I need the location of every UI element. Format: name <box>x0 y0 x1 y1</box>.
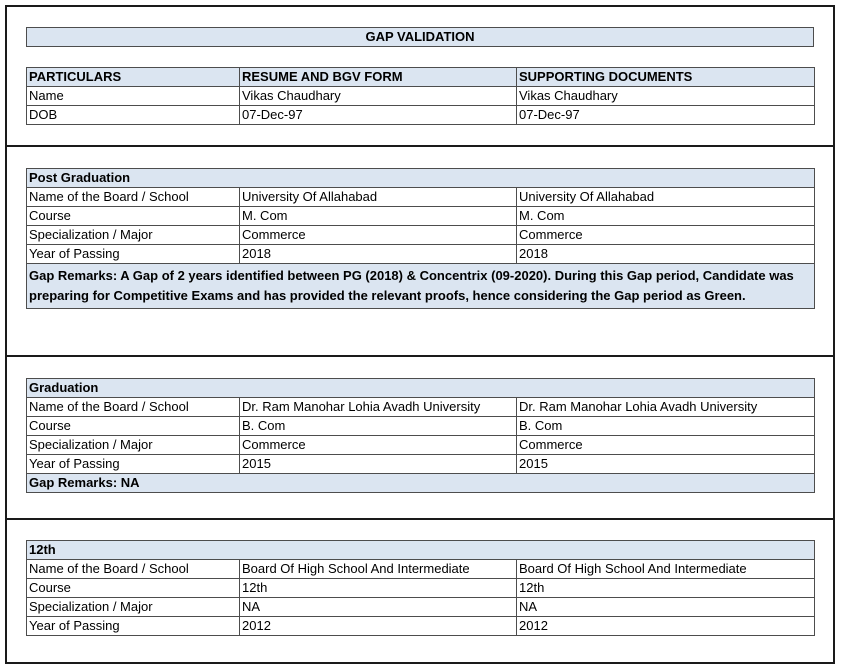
row-label: Name <box>27 87 240 106</box>
row-docs-value: 2015 <box>517 455 815 474</box>
row-resume-value: University Of Allahabad <box>240 188 517 207</box>
row-docs-value: 12th <box>517 579 815 598</box>
row-resume-value: Commerce <box>240 436 517 455</box>
row-resume-value: 12th <box>240 579 517 598</box>
table-row <box>27 226 815 245</box>
section-heading-row <box>27 169 815 188</box>
row-label: Name of the Board / School <box>27 188 240 207</box>
row-resume-value: 2015 <box>240 455 517 474</box>
row-label: Name of the Board / School <box>27 398 240 417</box>
remarks-row <box>27 474 815 493</box>
table-row <box>27 207 815 226</box>
row-resume-value: Board Of High School And Intermediate <box>240 560 517 579</box>
table-row <box>27 188 815 207</box>
row-resume-value: M. Com <box>240 207 517 226</box>
row-resume-value: 07-Dec-97 <box>240 106 517 125</box>
header-particulars: PARTICULARS <box>27 68 240 87</box>
twelfth-table <box>26 540 815 636</box>
row-label: Course <box>27 579 240 598</box>
row-resume-value: NA <box>240 598 517 617</box>
section-heading-row <box>27 541 815 560</box>
row-docs-value: Board Of High School And Intermediate <box>517 560 815 579</box>
row-resume-value: Commerce <box>240 226 517 245</box>
table-row <box>27 398 815 417</box>
row-docs-value: 07-Dec-97 <box>517 106 815 125</box>
page-title: GAP VALIDATION <box>26 27 814 47</box>
table-row <box>27 245 815 264</box>
row-resume-value: Vikas Chaudhary <box>240 87 517 106</box>
row-label: Year of Passing <box>27 455 240 474</box>
row-resume-value: Dr. Ram Manohar Lohia Avadh University <box>240 398 517 417</box>
row-resume-value: B. Com <box>240 417 517 436</box>
table-row <box>27 598 815 617</box>
graduation-table <box>26 378 815 493</box>
header-supporting-docs: SUPPORTING DOCUMENTS <box>517 68 815 87</box>
table-row <box>27 417 815 436</box>
table-row <box>27 436 815 455</box>
table-header-row <box>27 68 815 87</box>
row-docs-value: University Of Allahabad <box>517 188 815 207</box>
section-heading: Graduation <box>27 379 815 398</box>
row-resume-value: 2012 <box>240 617 517 636</box>
row-docs-value: Vikas Chaudhary <box>517 87 815 106</box>
section-heading-row <box>27 379 815 398</box>
row-docs-value: Commerce <box>517 226 815 245</box>
gap-remarks: Gap Remarks: A Gap of 2 years identified between PG (2018) & Concentrix (09-2020). During this Gap period, Candidate was preparing for Competitive Exams and has provided the relevant proofs, hence considering the Gap period as Green. <box>27 264 815 309</box>
row-label: Course <box>27 417 240 436</box>
row-label: Specialization / Major <box>27 226 240 245</box>
row-docs-value: 2018 <box>517 245 815 264</box>
gap-remarks: Gap Remarks: NA <box>27 474 815 493</box>
row-label: Course <box>27 207 240 226</box>
row-docs-value: 2012 <box>517 617 815 636</box>
row-label: Name of the Board / School <box>27 560 240 579</box>
post-graduation-table <box>26 168 815 309</box>
row-docs-value: B. Com <box>517 417 815 436</box>
section-heading: 12th <box>27 541 815 560</box>
remarks-row <box>27 264 815 309</box>
table-row <box>27 455 815 474</box>
row-resume-value: 2018 <box>240 245 517 264</box>
table-row <box>27 560 815 579</box>
personal-table <box>26 67 815 125</box>
table-row <box>27 106 815 125</box>
row-label: Year of Passing <box>27 617 240 636</box>
header-resume-bgv: RESUME AND BGV FORM <box>240 68 517 87</box>
table-row <box>27 579 815 598</box>
table-row <box>27 617 815 636</box>
row-docs-value: M. Com <box>517 207 815 226</box>
row-docs-value: NA <box>517 598 815 617</box>
table-row <box>27 87 815 106</box>
section-heading: Post Graduation <box>27 169 815 188</box>
row-label: Year of Passing <box>27 245 240 264</box>
row-docs-value: Dr. Ram Manohar Lohia Avadh University <box>517 398 815 417</box>
row-label: Specialization / Major <box>27 598 240 617</box>
row-label: DOB <box>27 106 240 125</box>
row-label: Specialization / Major <box>27 436 240 455</box>
row-docs-value: Commerce <box>517 436 815 455</box>
